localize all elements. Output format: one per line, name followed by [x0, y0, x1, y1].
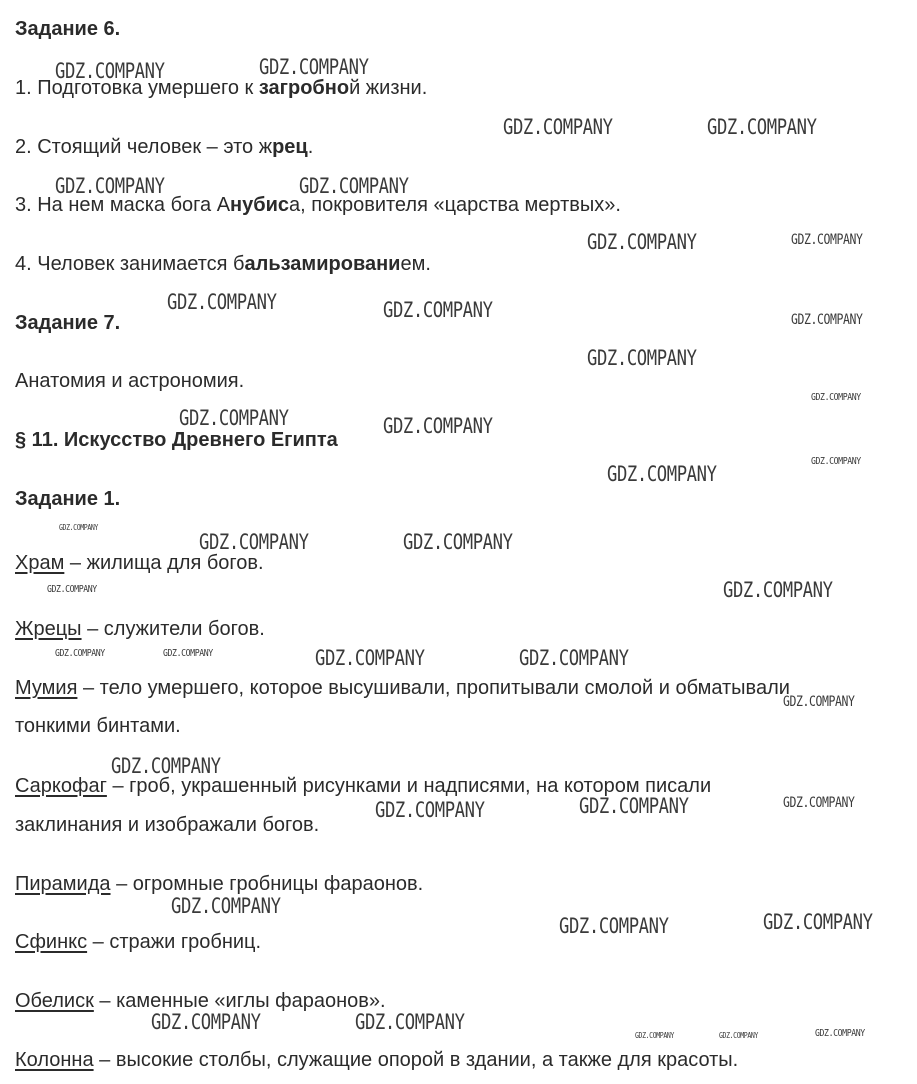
watermark: GDZ.COMPANY — [791, 312, 863, 328]
watermark: GDZ.COMPANY — [355, 1010, 465, 1034]
watermark: GDZ.COMPANY — [579, 794, 689, 818]
task6-item-2-bold: рец — [272, 136, 308, 158]
task6-item-3-text-c: а, покровителя «царства мертвых». — [289, 194, 621, 216]
watermark: GDZ.COMPANY — [179, 406, 289, 430]
task1-heading: Задание 1. — [15, 488, 121, 510]
definition-mummy-continued: тонкими бинтами. — [15, 715, 181, 737]
watermark: GDZ.COMPANY — [47, 584, 97, 595]
watermark: GDZ.COMPANY — [259, 55, 369, 79]
definition-item-pyramid — [15, 872, 423, 896]
task6-heading: Задание 6. — [15, 18, 121, 40]
task6-item-3-bold: нубис — [230, 194, 290, 216]
task7-answer: Анатомия и астрономия. — [15, 370, 245, 392]
definition-item-column — [15, 1048, 738, 1072]
watermark: GDZ.COMPANY — [587, 230, 697, 254]
task6-item-4-bold: альзамировани — [244, 253, 401, 275]
task7-heading: Задание 7. — [15, 312, 121, 334]
watermark: GDZ.COMPANY — [299, 174, 409, 198]
watermark: GDZ.COMPANY — [815, 1028, 865, 1039]
watermark: GDZ.COMPANY — [719, 1031, 758, 1040]
term-temple: Храм — [15, 552, 65, 574]
watermark: GDZ.COMPANY — [811, 456, 861, 467]
watermark: GDZ.COMPANY — [383, 414, 493, 438]
watermark: GDZ.COMPANY — [763, 910, 873, 934]
task6-item-4-text-c: ем. — [400, 253, 431, 275]
task6-item-4 — [15, 252, 431, 276]
task6-item-3-text-a: 3. На нем маска бога А — [15, 194, 231, 216]
watermark: GDZ.COMPANY — [383, 298, 493, 322]
definition-obelisk: – каменные «иглы фараонов». — [93, 990, 386, 1012]
watermark: GDZ.COMPANY — [811, 392, 861, 403]
definition-item-sphinx — [15, 930, 261, 954]
task6-item-2-text-c: . — [307, 136, 314, 158]
watermark: GDZ.COMPANY — [163, 648, 213, 659]
task6-item-4-text-a: 4. Человек занимается б — [15, 253, 245, 275]
definition-column: – высокие столбы, служащие опорой в здании, а также для красоты. — [93, 1049, 739, 1071]
watermark: GDZ.COMPANY — [167, 290, 277, 314]
definition-item-temple — [15, 551, 264, 575]
term-obelisk: Обелиск — [15, 990, 94, 1012]
watermark: GDZ.COMPANY — [607, 462, 717, 486]
term-priests: Жрецы — [15, 618, 82, 640]
watermark: GDZ.COMPANY — [519, 646, 629, 670]
watermark: GDZ.COMPANY — [587, 346, 697, 370]
definition-temple: – жилища для богов. — [64, 552, 264, 574]
task6-item-1-text-a: 1. Подготовка умершего к — [15, 77, 259, 99]
watermark: GDZ.COMPANY — [783, 795, 855, 811]
watermark: GDZ.COMPANY — [707, 115, 817, 139]
watermark: GDZ.COMPANY — [503, 115, 613, 139]
watermark: GDZ.COMPANY — [783, 694, 855, 710]
watermark: GDZ.COMPANY — [55, 174, 165, 198]
definition-pyramid: – огромные гробницы фараонов. — [110, 873, 424, 895]
watermark: GDZ.COMPANY — [723, 578, 833, 602]
watermark: GDZ.COMPANY — [151, 1010, 261, 1034]
definition-mummy: – тело умершего, которое высушивали, пропитывали смолой и обматывали — [77, 677, 790, 699]
task6-item-1-text-c: й жизни. — [349, 77, 428, 99]
watermark: GDZ.COMPANY — [315, 646, 425, 670]
watermark: GDZ.COMPANY — [403, 530, 513, 554]
watermark: GDZ.COMPANY — [635, 1031, 674, 1040]
watermark: GDZ.COMPANY — [55, 648, 105, 659]
definition-item-mummy — [15, 676, 790, 700]
watermark: GDZ.COMPANY — [375, 798, 485, 822]
term-column: Колонна — [15, 1049, 94, 1071]
section-heading: § 11. Искусство Древнего Египта — [15, 429, 338, 451]
term-sarcophagus: Саркофаг — [15, 775, 107, 797]
term-sphinx: Сфинкс — [15, 931, 88, 953]
definition-sarcophagus-continued: заклинания и изображали богов. — [15, 814, 320, 836]
watermark: GDZ.COMPANY — [111, 754, 221, 778]
task6-item-1-bold: загробно — [258, 77, 350, 99]
definition-priests: – служители богов. — [81, 618, 265, 640]
watermark: GDZ.COMPANY — [59, 523, 98, 532]
task6-item-2 — [15, 135, 313, 159]
watermark: GDZ.COMPANY — [55, 59, 165, 83]
definition-sphinx: – стражи гробниц. — [87, 931, 262, 953]
definition-sarcophagus: – гроб, украшенный рисунками и надписями, на котором писали — [106, 775, 712, 797]
watermark: GDZ.COMPANY — [791, 232, 863, 248]
watermark: GDZ.COMPANY — [199, 530, 309, 554]
watermark: GDZ.COMPANY — [559, 914, 669, 938]
term-pyramid: Пирамида — [15, 873, 111, 895]
definition-item-priests — [15, 617, 265, 641]
term-mummy: Мумия — [15, 677, 78, 699]
watermark: GDZ.COMPANY — [171, 894, 281, 918]
task6-item-2-text-a: 2. Стоящий человек – это ж — [15, 136, 273, 158]
